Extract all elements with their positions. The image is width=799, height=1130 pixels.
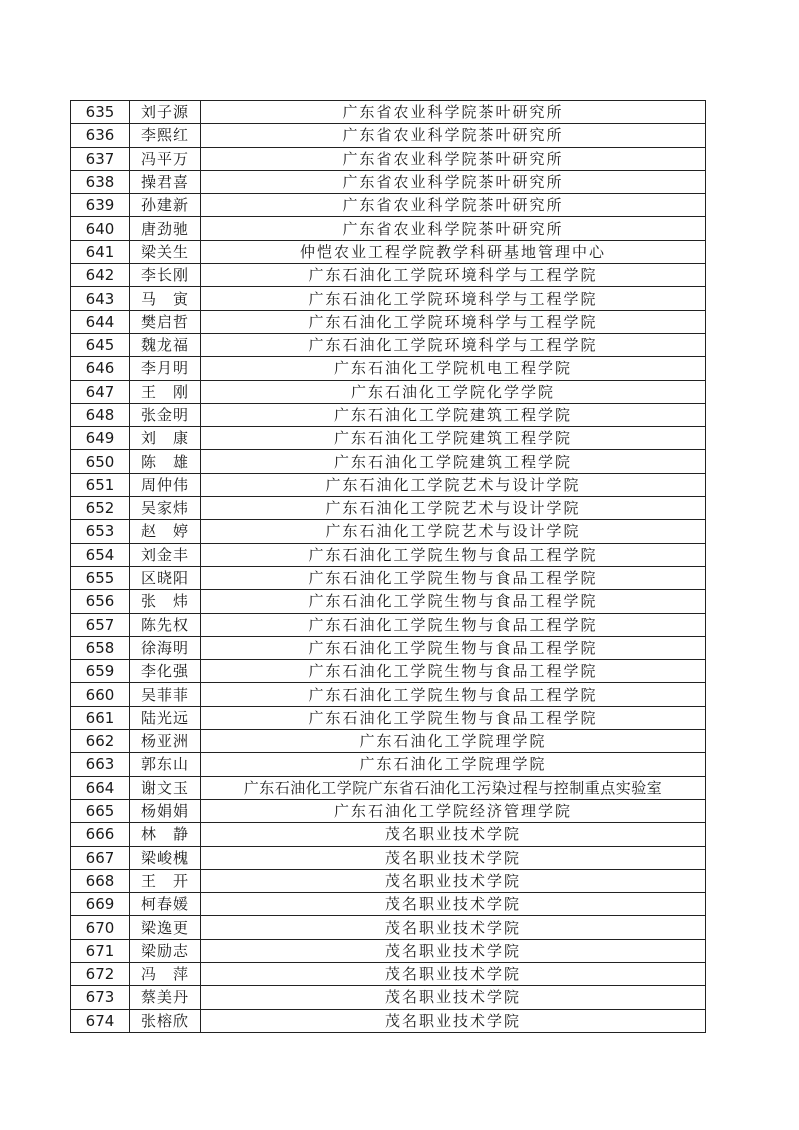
work-unit: 广东石油化工学院环境科学与工程学院 bbox=[201, 287, 706, 310]
row-number: 674 bbox=[71, 1009, 130, 1032]
person-name: 张榕欣 bbox=[130, 1009, 201, 1032]
table-row bbox=[71, 240, 706, 263]
work-unit: 广东石油化工学院生物与食品工程学院 bbox=[201, 636, 706, 659]
person-name: 赵 婷 bbox=[130, 520, 201, 543]
table-row bbox=[71, 287, 706, 310]
table-row bbox=[71, 1009, 706, 1032]
row-number: 665 bbox=[71, 799, 130, 822]
table-row bbox=[71, 869, 706, 892]
row-number: 663 bbox=[71, 753, 130, 776]
work-unit: 广东石油化工学院生物与食品工程学院 bbox=[201, 613, 706, 636]
work-unit: 广东省农业科学院茶叶研究所 bbox=[201, 217, 706, 240]
work-unit: 茂名职业技术学院 bbox=[201, 916, 706, 939]
work-unit: 广东省农业科学院茶叶研究所 bbox=[201, 147, 706, 170]
work-unit: 茂名职业技术学院 bbox=[201, 823, 706, 846]
work-unit: 广东石油化工学院艺术与设计学院 bbox=[201, 497, 706, 520]
person-name: 张 炜 bbox=[130, 590, 201, 613]
row-number: 641 bbox=[71, 240, 130, 263]
work-unit: 广东石油化工学院环境科学与工程学院 bbox=[201, 264, 706, 287]
table-row bbox=[71, 753, 706, 776]
row-number: 640 bbox=[71, 217, 130, 240]
work-unit: 广东石油化工学院生物与食品工程学院 bbox=[201, 683, 706, 706]
person-name: 李长刚 bbox=[130, 264, 201, 287]
row-number: 660 bbox=[71, 683, 130, 706]
work-unit: 广东石油化工学院生物与食品工程学院 bbox=[201, 706, 706, 729]
row-number: 644 bbox=[71, 310, 130, 333]
person-name: 陈 雄 bbox=[130, 450, 201, 473]
work-unit: 茂名职业技术学院 bbox=[201, 1009, 706, 1032]
table-row bbox=[71, 986, 706, 1009]
work-unit: 茂名职业技术学院 bbox=[201, 869, 706, 892]
row-number: 645 bbox=[71, 333, 130, 356]
person-name: 梁关生 bbox=[130, 240, 201, 263]
work-unit: 茂名职业技术学院 bbox=[201, 893, 706, 916]
table-row bbox=[71, 799, 706, 822]
row-number: 656 bbox=[71, 590, 130, 613]
work-unit: 广东省农业科学院茶叶研究所 bbox=[201, 124, 706, 147]
person-name: 操君喜 bbox=[130, 170, 201, 193]
person-name: 林 静 bbox=[130, 823, 201, 846]
table-row bbox=[71, 916, 706, 939]
table-row bbox=[71, 613, 706, 636]
person-name: 梁逸更 bbox=[130, 916, 201, 939]
row-number: 666 bbox=[71, 823, 130, 846]
row-number: 652 bbox=[71, 497, 130, 520]
row-number: 673 bbox=[71, 986, 130, 1009]
person-name: 刘金丰 bbox=[130, 543, 201, 566]
table-row bbox=[71, 730, 706, 753]
person-name: 陈先权 bbox=[130, 613, 201, 636]
person-name: 梁励志 bbox=[130, 939, 201, 962]
row-number: 651 bbox=[71, 473, 130, 496]
row-number: 639 bbox=[71, 194, 130, 217]
table-row bbox=[71, 403, 706, 426]
row-number: 657 bbox=[71, 613, 130, 636]
table-row bbox=[71, 124, 706, 147]
table-row bbox=[71, 333, 706, 356]
person-name: 陆光远 bbox=[130, 706, 201, 729]
person-name: 马 寅 bbox=[130, 287, 201, 310]
table-row bbox=[71, 939, 706, 962]
row-number: 664 bbox=[71, 776, 130, 799]
person-name: 柯春媛 bbox=[130, 893, 201, 916]
table-row bbox=[71, 147, 706, 170]
table-row bbox=[71, 520, 706, 543]
work-unit: 茂名职业技术学院 bbox=[201, 986, 706, 1009]
person-name: 区晓阳 bbox=[130, 566, 201, 589]
table-row bbox=[71, 706, 706, 729]
row-number: 636 bbox=[71, 124, 130, 147]
row-number: 638 bbox=[71, 170, 130, 193]
row-number: 642 bbox=[71, 264, 130, 287]
work-unit: 广东石油化工学院环境科学与工程学院 bbox=[201, 333, 706, 356]
person-name: 杨娟娟 bbox=[130, 799, 201, 822]
work-unit: 广东石油化工学院机电工程学院 bbox=[201, 357, 706, 380]
table-row bbox=[71, 636, 706, 659]
table-row bbox=[71, 473, 706, 496]
table-row bbox=[71, 217, 706, 240]
row-number: 650 bbox=[71, 450, 130, 473]
work-unit: 广东省农业科学院茶叶研究所 bbox=[201, 101, 706, 124]
person-name: 吴菲菲 bbox=[130, 683, 201, 706]
table-row bbox=[71, 497, 706, 520]
row-number: 649 bbox=[71, 427, 130, 450]
row-number: 637 bbox=[71, 147, 130, 170]
table-row bbox=[71, 380, 706, 403]
person-name: 李熙红 bbox=[130, 124, 201, 147]
table-row bbox=[71, 846, 706, 869]
table-row bbox=[71, 566, 706, 589]
row-number: 672 bbox=[71, 962, 130, 985]
person-name: 吴家炜 bbox=[130, 497, 201, 520]
row-number: 654 bbox=[71, 543, 130, 566]
table-row bbox=[71, 823, 706, 846]
work-unit: 仲恺农业工程学院教学科研基地管理中心 bbox=[201, 240, 706, 263]
row-number: 653 bbox=[71, 520, 130, 543]
person-name: 刘 康 bbox=[130, 427, 201, 450]
table-row bbox=[71, 962, 706, 985]
table-row bbox=[71, 543, 706, 566]
person-name: 冯 萍 bbox=[130, 962, 201, 985]
person-name: 孙建新 bbox=[130, 194, 201, 217]
person-name: 郭东山 bbox=[130, 753, 201, 776]
person-name: 周仲伟 bbox=[130, 473, 201, 496]
person-name: 冯平万 bbox=[130, 147, 201, 170]
work-unit: 广东石油化工学院理学院 bbox=[201, 753, 706, 776]
table-row bbox=[71, 101, 706, 124]
row-number: 662 bbox=[71, 730, 130, 753]
table-row bbox=[71, 357, 706, 380]
row-number: 635 bbox=[71, 101, 130, 124]
work-unit: 茂名职业技术学院 bbox=[201, 939, 706, 962]
person-name: 谢文玉 bbox=[130, 776, 201, 799]
work-unit: 广东省农业科学院茶叶研究所 bbox=[201, 194, 706, 217]
work-unit: 广东省农业科学院茶叶研究所 bbox=[201, 170, 706, 193]
work-unit: 广东石油化工学院建筑工程学院 bbox=[201, 450, 706, 473]
work-unit: 广东石油化工学院生物与食品工程学院 bbox=[201, 566, 706, 589]
roster-body bbox=[71, 101, 706, 1033]
row-number: 670 bbox=[71, 916, 130, 939]
table-row bbox=[71, 170, 706, 193]
work-unit: 广东石油化工学院生物与食品工程学院 bbox=[201, 590, 706, 613]
person-name: 魏龙福 bbox=[130, 333, 201, 356]
table-row bbox=[71, 660, 706, 683]
row-number: 668 bbox=[71, 869, 130, 892]
work-unit: 广东石油化工学院经济管理学院 bbox=[201, 799, 706, 822]
work-unit: 广东石油化工学院广东省石油化工污染过程与控制重点实验室 bbox=[201, 776, 706, 799]
table-row bbox=[71, 310, 706, 333]
work-unit: 广东石油化工学院建筑工程学院 bbox=[201, 427, 706, 450]
row-number: 658 bbox=[71, 636, 130, 659]
person-name: 李月明 bbox=[130, 357, 201, 380]
work-unit: 广东石油化工学院理学院 bbox=[201, 730, 706, 753]
work-unit: 广东石油化工学院艺术与设计学院 bbox=[201, 520, 706, 543]
person-name: 蔡美丹 bbox=[130, 986, 201, 1009]
row-number: 667 bbox=[71, 846, 130, 869]
table-row bbox=[71, 776, 706, 799]
row-number: 646 bbox=[71, 357, 130, 380]
person-name: 刘子源 bbox=[130, 101, 201, 124]
work-unit: 广东石油化工学院艺术与设计学院 bbox=[201, 473, 706, 496]
work-unit: 茂名职业技术学院 bbox=[201, 846, 706, 869]
row-number: 661 bbox=[71, 706, 130, 729]
table-row bbox=[71, 264, 706, 287]
work-unit: 广东石油化工学院化学学院 bbox=[201, 380, 706, 403]
person-name: 杨亚洲 bbox=[130, 730, 201, 753]
row-number: 647 bbox=[71, 380, 130, 403]
roster-table bbox=[70, 100, 706, 1033]
person-name: 李化强 bbox=[130, 660, 201, 683]
person-name: 徐海明 bbox=[130, 636, 201, 659]
table-row bbox=[71, 450, 706, 473]
table-row bbox=[71, 194, 706, 217]
work-unit: 广东石油化工学院环境科学与工程学院 bbox=[201, 310, 706, 333]
work-unit: 茂名职业技术学院 bbox=[201, 962, 706, 985]
row-number: 669 bbox=[71, 893, 130, 916]
table-row bbox=[71, 683, 706, 706]
person-name: 樊启哲 bbox=[130, 310, 201, 333]
row-number: 655 bbox=[71, 566, 130, 589]
work-unit: 广东石油化工学院生物与食品工程学院 bbox=[201, 660, 706, 683]
table-row bbox=[71, 893, 706, 916]
person-name: 王 刚 bbox=[130, 380, 201, 403]
person-name: 唐劲驰 bbox=[130, 217, 201, 240]
row-number: 671 bbox=[71, 939, 130, 962]
person-name: 张金明 bbox=[130, 403, 201, 426]
person-name: 梁峻槐 bbox=[130, 846, 201, 869]
row-number: 648 bbox=[71, 403, 130, 426]
row-number: 643 bbox=[71, 287, 130, 310]
table-row bbox=[71, 427, 706, 450]
work-unit: 广东石油化工学院生物与食品工程学院 bbox=[201, 543, 706, 566]
work-unit: 广东石油化工学院建筑工程学院 bbox=[201, 403, 706, 426]
person-name: 王 开 bbox=[130, 869, 201, 892]
table-row bbox=[71, 590, 706, 613]
row-number: 659 bbox=[71, 660, 130, 683]
